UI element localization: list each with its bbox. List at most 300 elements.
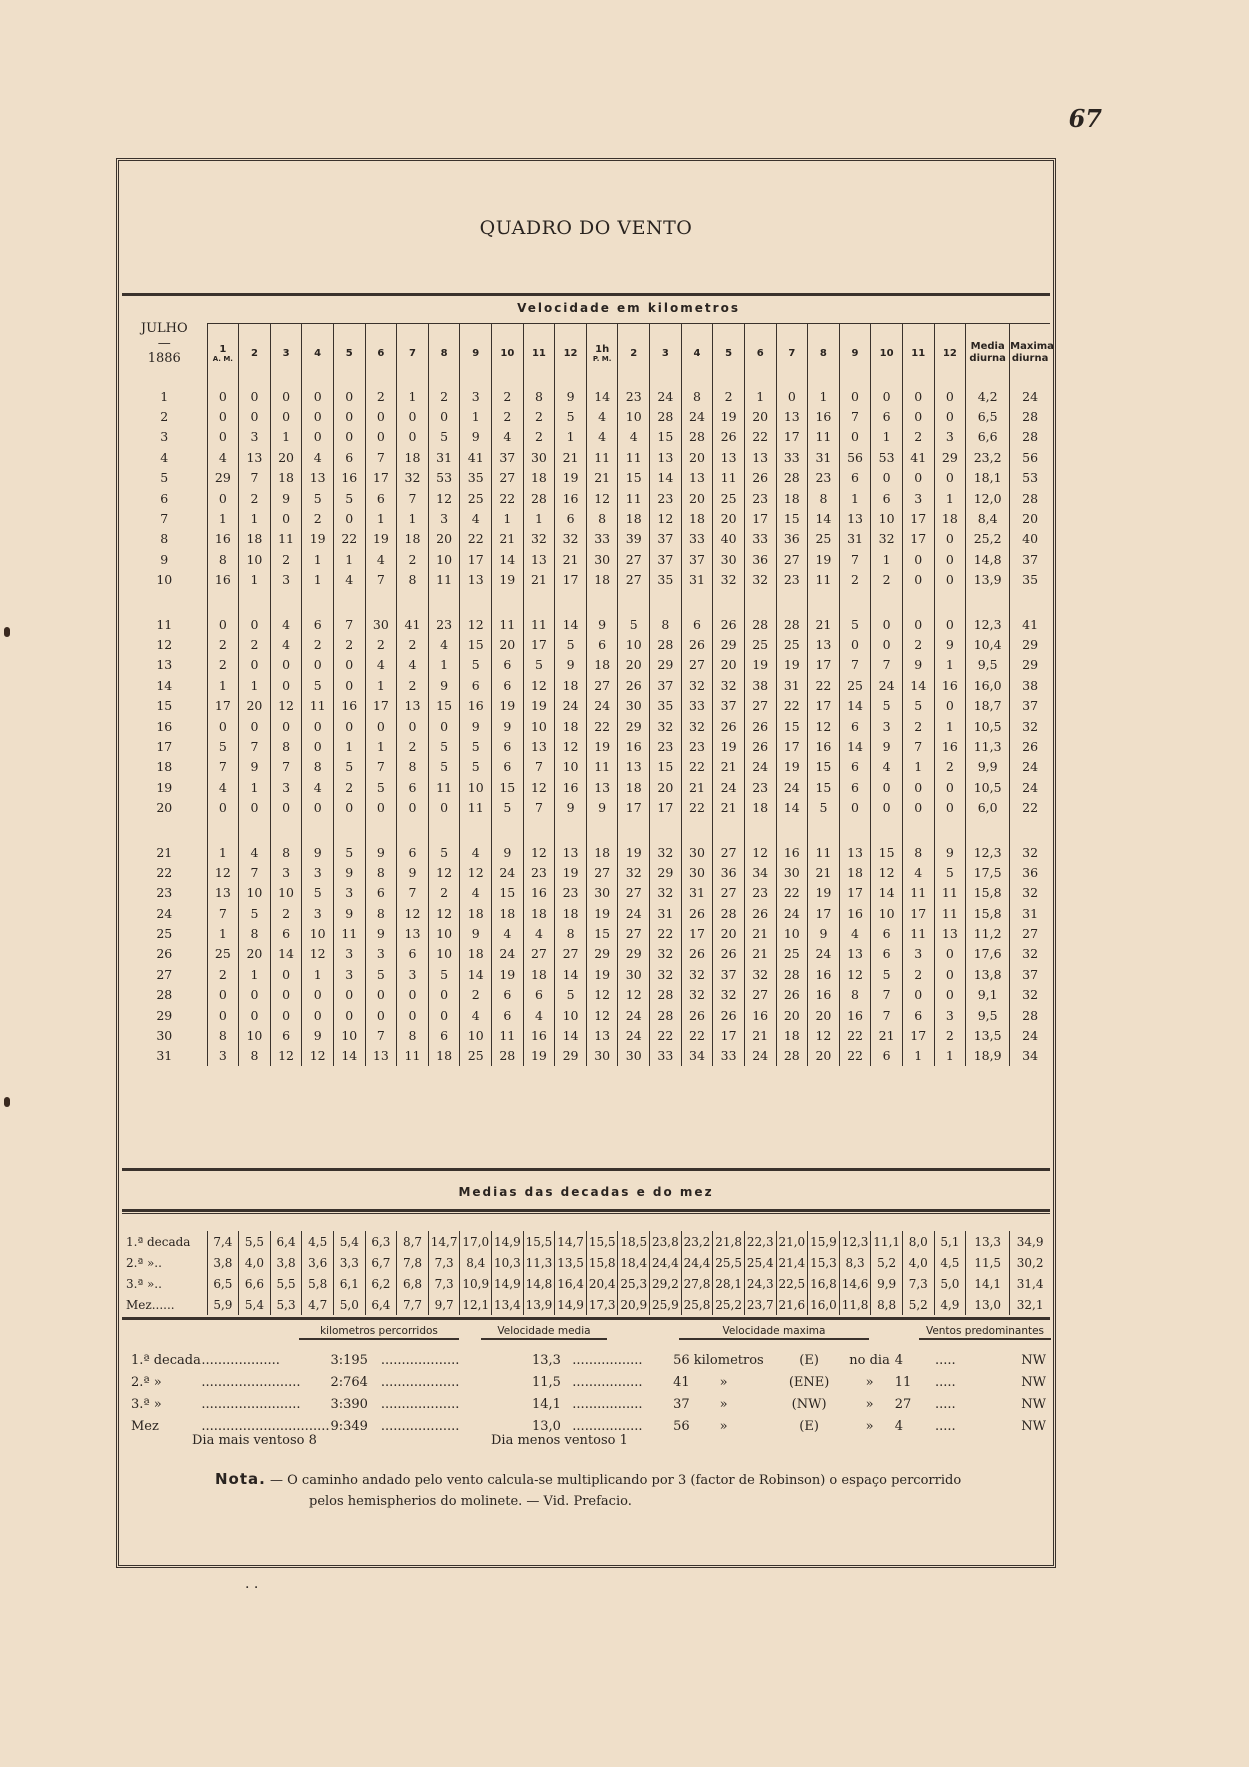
means-value: 25,2	[713, 1294, 745, 1315]
hourly-value: 3	[934, 427, 966, 447]
hourly-value: 27	[555, 944, 587, 964]
hourly-value: 1	[934, 655, 966, 675]
hourly-value: 12	[523, 777, 555, 797]
mean-value: 13,8	[966, 964, 1010, 984]
means-value: 11,1	[871, 1231, 903, 1252]
means-value: 21,8	[713, 1231, 745, 1252]
table-row	[122, 529, 1050, 549]
hourly-value: 24	[555, 695, 587, 715]
means-value: 17,0	[460, 1231, 492, 1252]
hourly-value: 35	[460, 468, 492, 488]
hourly-value: 17	[618, 797, 650, 817]
hourly-value: 39	[618, 529, 650, 549]
means-value: 21,6	[776, 1294, 808, 1315]
hour-label: 7	[409, 347, 416, 359]
table-row	[122, 614, 1050, 634]
hourly-value: 38	[744, 675, 776, 695]
leader-dots: ...................	[380, 1374, 460, 1390]
hourly-value: 5	[839, 614, 871, 634]
max-column-header-line1: Maxima	[1010, 341, 1054, 352]
means-mean: 13,0	[966, 1294, 1010, 1315]
hourly-value: 20	[492, 634, 524, 654]
hourly-value: 33	[744, 529, 776, 549]
hourly-value: 8	[302, 757, 334, 777]
hourly-value: 1	[397, 382, 429, 406]
hourly-value: 0	[270, 797, 302, 817]
hourly-value: 26	[744, 903, 776, 923]
hourly-value: 12	[207, 862, 239, 882]
mean-value: 13,9	[966, 570, 1010, 590]
hourly-value: 28	[776, 1046, 808, 1066]
mean-column-header-line1: Media	[970, 341, 1005, 352]
means-value: 22,3	[744, 1231, 776, 1252]
day-cell: 20	[122, 797, 207, 817]
hourly-value: 17	[776, 736, 808, 756]
hourly-value: 24	[713, 777, 745, 797]
hourly-value: 4	[492, 923, 524, 943]
hourly-value: 4	[523, 1005, 555, 1025]
hourly-value: 11	[808, 427, 840, 447]
hourly-value: 24	[681, 406, 713, 426]
hourly-value: 7	[871, 985, 903, 1005]
hourly-value: 23	[744, 488, 776, 508]
on-day: »	[865, 1374, 874, 1390]
hourly-value: 0	[428, 716, 460, 736]
hourly-value: 11	[586, 757, 618, 777]
hourly-value: 29	[934, 447, 966, 467]
hourly-value: 3	[239, 427, 271, 447]
hourly-value: 19	[776, 655, 808, 675]
hourly-value: 23	[523, 862, 555, 882]
hourly-value: 16	[333, 695, 365, 715]
hourly-value: 14	[586, 382, 618, 406]
hourly-value: 5	[302, 488, 334, 508]
gap-cell	[902, 590, 934, 614]
max-value: 28	[1010, 488, 1050, 508]
hourly-value: 6	[270, 1025, 302, 1045]
table-row	[122, 842, 1050, 862]
max-value: 24	[1010, 757, 1050, 777]
table-row	[122, 468, 1050, 488]
hourly-value: 0	[333, 675, 365, 695]
hourly-value: 16	[839, 1005, 871, 1025]
hour-label: 5	[725, 347, 733, 359]
hourly-value: 27	[586, 675, 618, 695]
hourly-value: 0	[270, 382, 302, 406]
hourly-value: 0	[270, 1005, 302, 1025]
summary-table	[131, 1349, 1046, 1437]
hourly-value: 3	[270, 777, 302, 797]
hour-label: 9	[472, 347, 480, 359]
hourly-value: 1	[934, 716, 966, 736]
hour-header	[902, 324, 934, 383]
hourly-value: 31	[681, 883, 713, 903]
hourly-value: 17	[839, 883, 871, 903]
hourly-value: 8	[270, 842, 302, 862]
hourly-value: 8	[555, 923, 587, 943]
means-value: 7,3	[428, 1252, 460, 1273]
hourly-value: 0	[270, 716, 302, 736]
mean-velocity: 13,0	[532, 1418, 561, 1434]
hourly-value: 5	[523, 655, 555, 675]
max-day: 4	[894, 1418, 904, 1434]
hourly-value: 9	[270, 488, 302, 508]
hourly-value: 6	[428, 1025, 460, 1045]
hourly-value: 5	[333, 757, 365, 777]
winds-header: Ventos predominantes	[919, 1325, 1051, 1340]
hourly-value: 30	[618, 1046, 650, 1066]
hourly-value: 1	[808, 382, 840, 406]
hourly-value: 29	[713, 634, 745, 654]
hourly-value: 18	[397, 447, 429, 467]
gap-cell	[270, 818, 302, 842]
hourly-value: 0	[428, 1005, 460, 1025]
gap-cell	[681, 818, 713, 842]
hourly-value: 12	[523, 675, 555, 695]
hourly-value: 16	[460, 695, 492, 715]
hour-label: 10	[879, 347, 894, 359]
hourly-value: 18	[270, 468, 302, 488]
means-value: 6,2	[365, 1273, 397, 1294]
hourly-value: 10	[460, 1025, 492, 1045]
divider	[122, 1213, 1050, 1214]
hourly-value: 6	[839, 757, 871, 777]
means-value: 6,8	[397, 1273, 429, 1294]
hourly-value: 7	[523, 797, 555, 817]
hourly-value: 4	[365, 549, 397, 569]
hourly-value: 0	[207, 406, 239, 426]
hour-header	[586, 324, 618, 383]
hourly-value: 0	[239, 655, 271, 675]
hourly-value: 25	[460, 488, 492, 508]
max-velocity-value: 41	[673, 1374, 690, 1390]
hourly-value: 2	[302, 508, 334, 528]
gap-cell	[492, 818, 524, 842]
hourly-value: 10	[871, 903, 903, 923]
hourly-value: 1	[934, 1046, 966, 1066]
hourly-value: 18	[428, 1046, 460, 1066]
hourly-value: 0	[871, 797, 903, 817]
hour-header	[207, 324, 239, 383]
hour-label: 2	[250, 347, 258, 359]
leader-dots: ........................	[201, 1374, 301, 1390]
hourly-value: 6	[492, 1005, 524, 1025]
mean-value: 11,2	[966, 923, 1010, 943]
max-value: 36	[1010, 862, 1050, 882]
day-cell: 11	[122, 614, 207, 634]
hourly-value: 0	[333, 1005, 365, 1025]
means-value: 7,3	[428, 1273, 460, 1294]
table-row	[122, 634, 1050, 654]
means-value: 25,9	[650, 1294, 682, 1315]
day-cell: 27	[122, 964, 207, 984]
hourly-value: 6	[492, 757, 524, 777]
hourly-value: 12	[397, 903, 429, 923]
hourly-value: 0	[839, 382, 871, 406]
hourly-value: 1	[207, 508, 239, 528]
hourly-value: 14	[808, 508, 840, 528]
hourly-value: 17	[365, 695, 397, 715]
hourly-value: 0	[207, 427, 239, 447]
hourly-value: 2	[365, 382, 397, 406]
gap-cell	[776, 590, 808, 614]
hourly-value: 0	[302, 406, 334, 426]
hourly-value: 13	[744, 447, 776, 467]
hourly-value: 18	[555, 716, 587, 736]
means-value: 13,4	[492, 1294, 524, 1315]
hourly-value: 36	[744, 549, 776, 569]
gap-cell	[966, 818, 1010, 842]
hourly-value: 3	[871, 716, 903, 736]
hourly-value: 8	[523, 382, 555, 406]
hourly-value: 10	[428, 944, 460, 964]
hourly-value: 25	[839, 675, 871, 695]
hourly-value: 12	[586, 985, 618, 1005]
km-header: kilometros percorridos	[299, 1325, 459, 1340]
hourly-value: 35	[650, 570, 682, 590]
hourly-value: 18	[492, 903, 524, 923]
means-value: 8,7	[397, 1231, 429, 1252]
hourly-value: 6	[365, 883, 397, 903]
hourly-value: 24	[492, 944, 524, 964]
mean-value: 18,7	[966, 695, 1010, 715]
hourly-value: 0	[839, 427, 871, 447]
means-value: 3,3	[334, 1252, 366, 1273]
hourly-value: 7	[397, 488, 429, 508]
day-cell: 18	[122, 757, 207, 777]
hourly-value: 13	[650, 447, 682, 467]
hourly-value: 2	[365, 634, 397, 654]
hourly-value: 27	[618, 923, 650, 943]
hourly-value: 12	[302, 944, 334, 964]
gap-cell	[333, 818, 365, 842]
means-value: 5,3	[270, 1294, 302, 1315]
hourly-value: 10	[523, 716, 555, 736]
hourly-value: 15	[776, 716, 808, 736]
means-value: 25,3	[618, 1273, 650, 1294]
hourly-value: 41	[902, 447, 934, 467]
hourly-value: 12	[808, 716, 840, 736]
gap-cell	[555, 590, 587, 614]
mean-value: 6,5	[966, 406, 1010, 426]
leader-dots: .....	[935, 1396, 956, 1412]
hourly-value: 17	[460, 549, 492, 569]
hourly-value: 5	[428, 964, 460, 984]
hourly-value: 30	[681, 842, 713, 862]
hourly-value: 32	[744, 964, 776, 984]
hourly-value: 0	[333, 427, 365, 447]
hourly-value: 9	[902, 655, 934, 675]
hourly-value: 25	[776, 944, 808, 964]
am-mark: A. M.	[212, 354, 233, 363]
hourly-value: 7	[207, 757, 239, 777]
mean-value: 10,4	[966, 634, 1010, 654]
hourly-value: 0	[934, 985, 966, 1005]
hourly-value: 22	[650, 923, 682, 943]
hourly-value: 1	[934, 488, 966, 508]
hourly-value: 0	[270, 508, 302, 528]
hourly-value: 16	[934, 675, 966, 695]
hourly-value: 3	[270, 862, 302, 882]
table-row	[122, 570, 1050, 590]
hourly-value: 2	[397, 736, 429, 756]
hourly-value: 1	[365, 508, 397, 528]
hourly-value: 1	[365, 736, 397, 756]
hourly-value: 16	[523, 883, 555, 903]
means-value: 15,9	[808, 1231, 840, 1252]
hour-header	[523, 324, 555, 383]
means-value: 8,3	[839, 1252, 871, 1273]
hourly-value: 21	[744, 923, 776, 943]
hour-header	[333, 324, 365, 383]
max-direction: (ENE)	[788, 1374, 830, 1390]
means-row	[122, 1231, 1050, 1252]
gap-cell	[122, 590, 207, 614]
km-value: 3:195	[330, 1352, 368, 1368]
hour-header	[397, 324, 429, 383]
max-value: 38	[1010, 675, 1050, 695]
mean-value: 18,1	[966, 468, 1010, 488]
hourly-value: 23	[776, 570, 808, 590]
hourly-value: 0	[302, 985, 334, 1005]
max-value: 24	[1010, 1025, 1050, 1045]
hourly-value: 32	[681, 964, 713, 984]
max-column-header	[1010, 324, 1054, 383]
means-value: 16,0	[808, 1294, 840, 1315]
means-value: 14,6	[839, 1273, 871, 1294]
hourly-value: 4	[586, 406, 618, 426]
hourly-value: 21	[871, 1025, 903, 1045]
hourly-value: 22	[776, 883, 808, 903]
hourly-value: 1	[428, 655, 460, 675]
hourly-value: 18	[586, 842, 618, 862]
hourly-value: 27	[618, 883, 650, 903]
hour-header	[871, 324, 903, 383]
hourly-value: 0	[270, 675, 302, 695]
hourly-value: 28	[523, 488, 555, 508]
means-value: 6,5	[207, 1273, 239, 1294]
hourly-value: 19	[744, 655, 776, 675]
hourly-value: 20	[618, 655, 650, 675]
summary-row	[131, 1349, 1046, 1371]
leader-dots: ........................	[201, 1396, 301, 1412]
hourly-value: 7	[365, 757, 397, 777]
gap-cell	[207, 590, 239, 614]
hourly-value: 17	[713, 1025, 745, 1045]
means-value: 8,4	[460, 1252, 492, 1273]
hourly-value: 1	[270, 427, 302, 447]
hourly-value: 6	[333, 447, 365, 467]
hourly-value: 32	[713, 675, 745, 695]
hourly-value: 5	[934, 862, 966, 882]
table-row	[122, 1025, 1050, 1045]
note-line-1: — O caminho andado pelo vento calcula-se multiplicando por 3 (factor de Robinson) o espaço percorrido	[265, 1473, 962, 1488]
hourly-value: 20	[808, 1005, 840, 1025]
hourly-value: 27	[523, 944, 555, 964]
max-value: 26	[1010, 736, 1050, 756]
hourly-value: 6	[492, 675, 524, 695]
hourly-value: 1	[523, 508, 555, 528]
hourly-value: 9	[239, 757, 271, 777]
hourly-value: 0	[934, 570, 966, 590]
hourly-value: 11	[902, 923, 934, 943]
gap-cell	[555, 818, 587, 842]
hourly-value: 28	[744, 614, 776, 634]
hourly-value: 20	[681, 447, 713, 467]
hourly-value: 5	[460, 757, 492, 777]
day-cell: 1	[122, 382, 207, 406]
hourly-value: 9	[492, 842, 524, 862]
hourly-value: 3	[365, 944, 397, 964]
hourly-value: 17	[808, 695, 840, 715]
hourly-value: 12	[808, 1025, 840, 1045]
hourly-value: 32	[650, 964, 682, 984]
hourly-value: 5	[555, 406, 587, 426]
hourly-value: 53	[871, 447, 903, 467]
hour-label: 8	[440, 347, 448, 359]
hourly-value: 11	[428, 570, 460, 590]
hour-label: 10	[500, 347, 515, 359]
hourly-value: 7	[365, 447, 397, 467]
hourly-value: 2	[207, 964, 239, 984]
day-cell: 6	[122, 488, 207, 508]
hourly-value: 16	[808, 406, 840, 426]
hourly-value: 5	[492, 797, 524, 817]
max-direction: (NW)	[791, 1396, 827, 1412]
day-cell: 14	[122, 675, 207, 695]
leader-dots: .................	[572, 1352, 643, 1368]
leader-dots: .....	[935, 1374, 956, 1390]
mean-value: 9,5	[966, 655, 1010, 675]
means-value: 21,0	[776, 1231, 808, 1252]
hourly-value: 3	[333, 944, 365, 964]
gap-cell	[397, 818, 429, 842]
hourly-value: 32	[650, 842, 682, 862]
hourly-value: 7	[839, 655, 871, 675]
gap-cell	[365, 590, 397, 614]
hourly-value: 22	[776, 695, 808, 715]
hourly-value: 27	[713, 842, 745, 862]
day-cell: 26	[122, 944, 207, 964]
table-row	[122, 757, 1050, 777]
hourly-value: 20	[650, 777, 682, 797]
day-cell: 31	[122, 1046, 207, 1066]
hourly-value: 25	[713, 488, 745, 508]
hourly-value: 0	[902, 797, 934, 817]
means-value: 15,5	[586, 1231, 618, 1252]
hourly-value: 12	[270, 1046, 302, 1066]
means-value: 15,8	[586, 1252, 618, 1273]
hourly-value: 20	[713, 508, 745, 528]
day-cell: 10	[122, 570, 207, 590]
hourly-value: 3	[333, 964, 365, 984]
hour-header	[776, 324, 808, 383]
mean-value: 6,6	[966, 427, 1010, 447]
day-cell: 2	[122, 406, 207, 426]
hourly-value: 33	[586, 529, 618, 549]
summary-label: Mez	[131, 1418, 159, 1434]
max-value: 32	[1010, 944, 1050, 964]
hourly-value: 0	[934, 382, 966, 406]
hourly-value: 9	[555, 382, 587, 406]
hourly-value: 2	[713, 382, 745, 406]
max-velocity: 56 kilometros	[673, 1352, 764, 1368]
hourly-value: 25	[744, 634, 776, 654]
hourly-value: 4	[618, 427, 650, 447]
summary-row	[131, 1393, 1046, 1415]
hour-label: 1h	[595, 343, 610, 355]
hourly-value: 37	[650, 529, 682, 549]
